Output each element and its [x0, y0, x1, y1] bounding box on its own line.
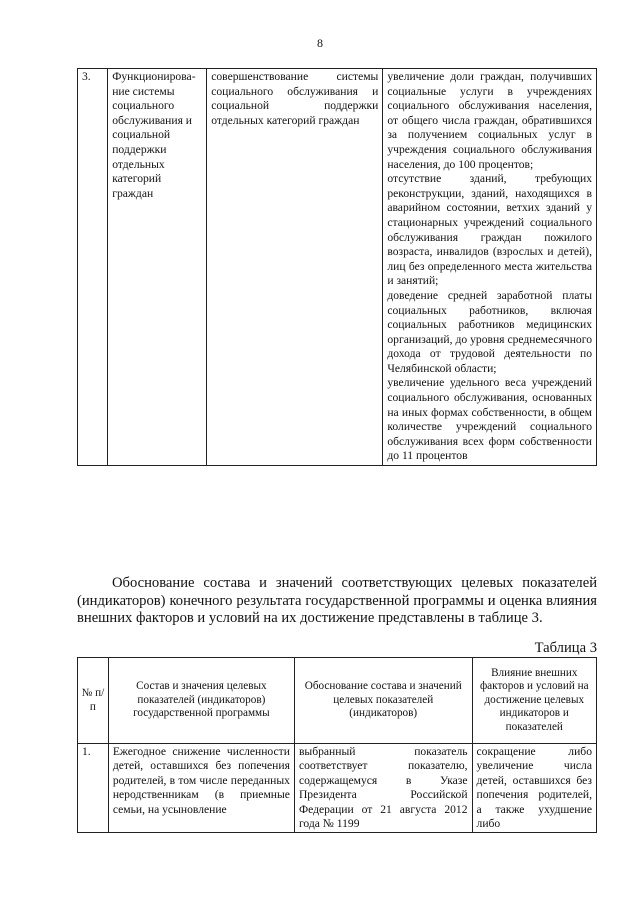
row-number: 1. [78, 744, 109, 833]
indicator-item: отсутствие зданий, требующих реконструкции, зданий, находящихся в аварийном состоянии, ветхих зданий у стационарных учреждений социального обслуживания граждан пожилого возраста, инвалидов (взрослых и детей), лиц без определенного места жительства и занятий; [387, 172, 592, 288]
table-row [78, 744, 597, 833]
table-caption: Таблица 3 [534, 640, 597, 656]
indicator-item: увеличение доли граждан, получивших социальные услуги в учреждениях социального обслуживания населения, от общего числа граждан, обратившихся за получением социальных услуг в учреждения социального обслуживания населения, до 100 процентов; [387, 70, 592, 171]
subprogram-name: Функционирование системы социального обслуживания и социальной поддержки отдельных категорий граждан [108, 69, 207, 466]
indicator-item: увеличение удельного веса учреждений социального обслуживания, основанных на иных формах собственности, в общем количестве учреждений социального обслуживания всех форм собственности до 11 процентов [387, 376, 592, 463]
page-number: 8 [317, 36, 323, 50]
header-composition: Состав и значения целевых показателей (индикаторов) государственной программы [108, 658, 294, 744]
table-row [78, 69, 597, 466]
indicators-table [77, 68, 597, 466]
justification-cell: выбранный показатель соответствует показателю, содержащемуся в Указе Президента Российской Федерации от 21 августа 2012 года № 1199 [294, 744, 472, 833]
header-justification: Обоснование состава и значений целевых показателей (индикаторов) [294, 658, 472, 744]
header-influence: Влияние внешних факторов и условий на достижение целевых индикаторов и показателей [472, 658, 596, 744]
composition-cell: Ежегодное снижение численности детей, оставшихся без попечения родителей, в том числе переданных неродственникам (в приемные семьи, на усыновление [108, 744, 294, 833]
body-paragraph: Обоснование состава и значений соответствующих целевых показателей (индикаторов) конечного результата государственной программы и оценка влияния внешних факторов и условий на их достижение представлены в таблице 3. [77, 575, 597, 627]
subprogram-goal: совершенствование системы социального обслуживания и социальной поддержки отдельных категорий граждан [207, 69, 383, 466]
table-3 [77, 657, 597, 833]
header-number: № п/п [78, 658, 109, 744]
influence-cell: сокращение либо увеличение числа детей, оставшихся без попечения родителей, а также ухудшение либо [472, 744, 596, 833]
table-header-row [78, 658, 597, 744]
indicators-cell [383, 69, 597, 466]
indicator-item: доведение средней заработной платы социальных работников, включая социальных работников медицинских организаций, до уровня среднемесячного дохода от трудовой деятельности по Челябинской области; [387, 288, 592, 375]
row-number: 3. [78, 69, 108, 466]
